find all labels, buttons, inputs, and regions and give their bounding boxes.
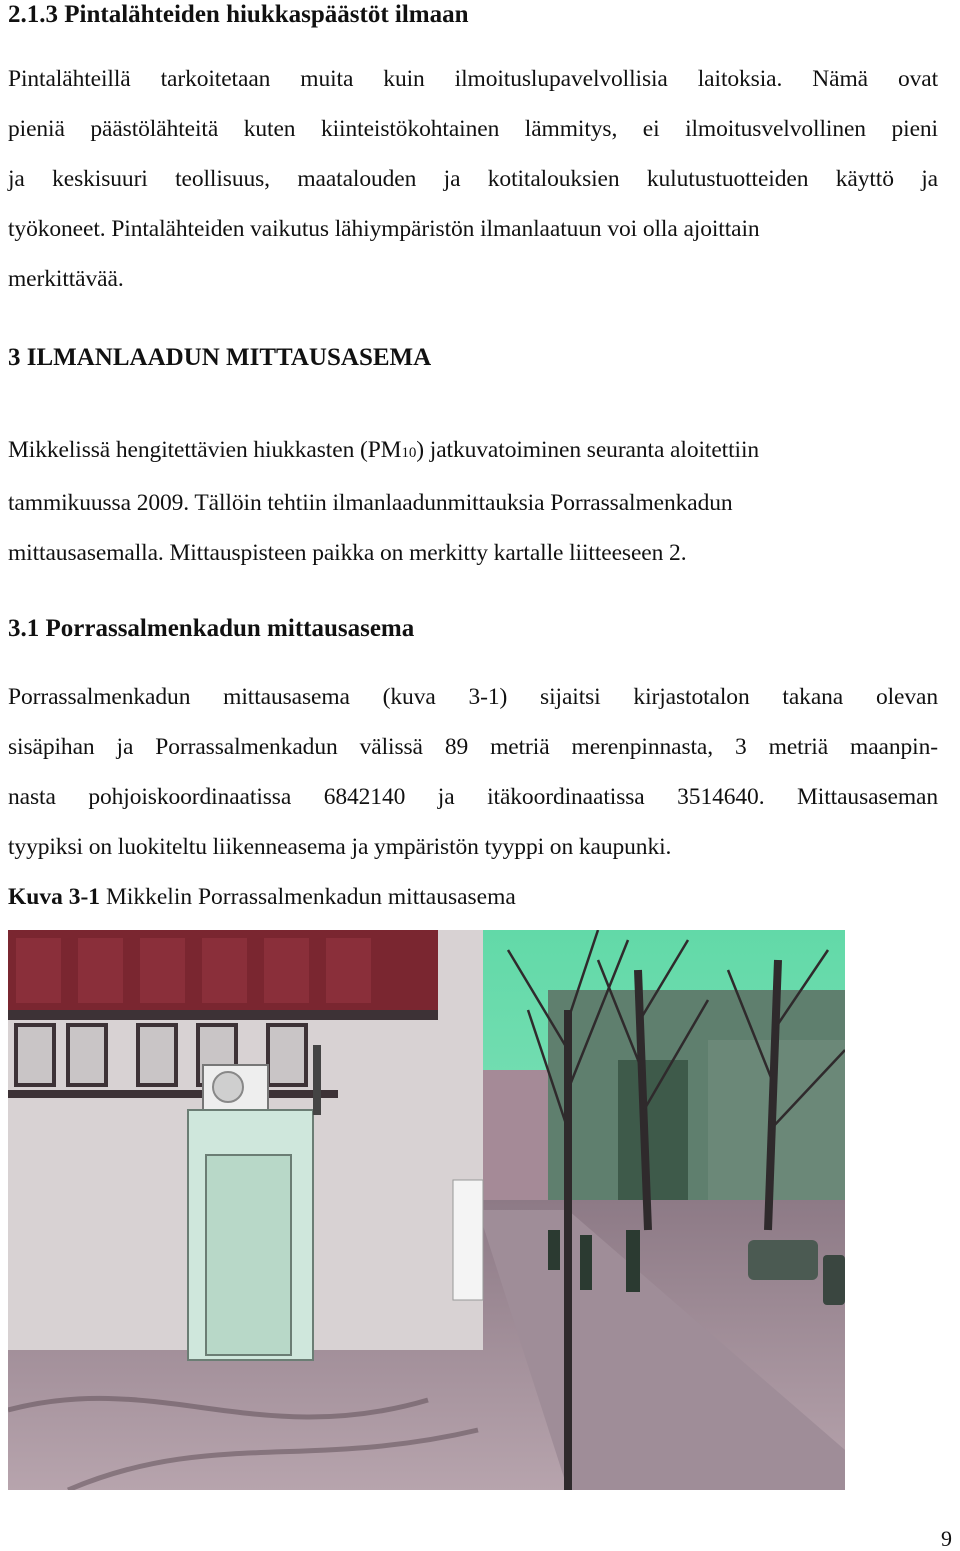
text-line: ja keskisuuri teollisuus, maatalouden ja kotitalouksien kulutustuotteiden käyttö ja bbox=[8, 166, 938, 192]
figure-caption bbox=[8, 882, 516, 912]
text-line bbox=[8, 425, 938, 478]
text-line: nasta pohjoiskoordinaatissa 6842140 ja itäkoordinaatissa 3514640. Mittausaseman bbox=[8, 784, 938, 810]
station-photo bbox=[8, 930, 845, 1490]
text-line: työkoneet. Pintalähteiden vaikutus lähiympäristön ilmanlaatuun voi olla ajoittain bbox=[8, 216, 760, 242]
figure-label: Kuva 3-1 bbox=[8, 884, 101, 910]
text-fragment: Mikkelissä hengitettävien hiukkasten (PM bbox=[8, 437, 402, 463]
text-line: Porrassalmenkadun mittausasema (kuva 3-1) sijaitsi kirjastotalon takana olevan bbox=[8, 684, 938, 710]
text-line: tyypiksi on luokiteltu liikenneasema ja ympäristön tyyppi on kaupunki. bbox=[8, 834, 672, 860]
figure-caption-text: Mikkelin Porrassalmenkadun mittausasema bbox=[100, 884, 516, 910]
paragraph-pintalahteet bbox=[8, 54, 938, 304]
text-line: sisäpihan ja Porrassalmenkadun välissä 89 metriä merenpinnasta, 3 metriä maanpin- bbox=[8, 734, 938, 760]
text-line: Pintalähteillä tarkoitetaan muita kuin ilmoituslupavelvollisia laitoksia. Nämä ovat bbox=[8, 66, 938, 92]
text-line: merkittävää. bbox=[8, 266, 124, 292]
section-heading-3: 3 ILMANLAADUN MITTAUSASEMA bbox=[8, 344, 432, 371]
pm-subscript: 10 bbox=[401, 445, 417, 461]
page-number: 9 bbox=[941, 1526, 952, 1551]
paragraph-porrassalmenkatu bbox=[8, 672, 938, 872]
text-line: tammikuussa 2009. Tällöin tehtiin ilmanlaadunmittauksia Porrassalmenkadun bbox=[8, 490, 733, 516]
text-line: mittausasemalla. Mittauspisteen paikka on merkitty kartalle liitteeseen 2. bbox=[8, 540, 687, 566]
paragraph-mittausasema bbox=[8, 425, 938, 578]
section-heading-3-1: 3.1 Porrassalmenkadun mittausasema bbox=[8, 615, 415, 642]
section-heading-2-1-3: 2.1.3 Pintalähteiden hiukkaspäästöt ilmaan bbox=[8, 1, 469, 28]
text-line: pieniä päästölähteitä kuten kiinteistökohtainen lämmitys, ei ilmoitusvelvollinen pieni bbox=[8, 116, 938, 142]
text-fragment: ) jatkuvatoiminen seuranta aloitettiin bbox=[416, 437, 760, 463]
